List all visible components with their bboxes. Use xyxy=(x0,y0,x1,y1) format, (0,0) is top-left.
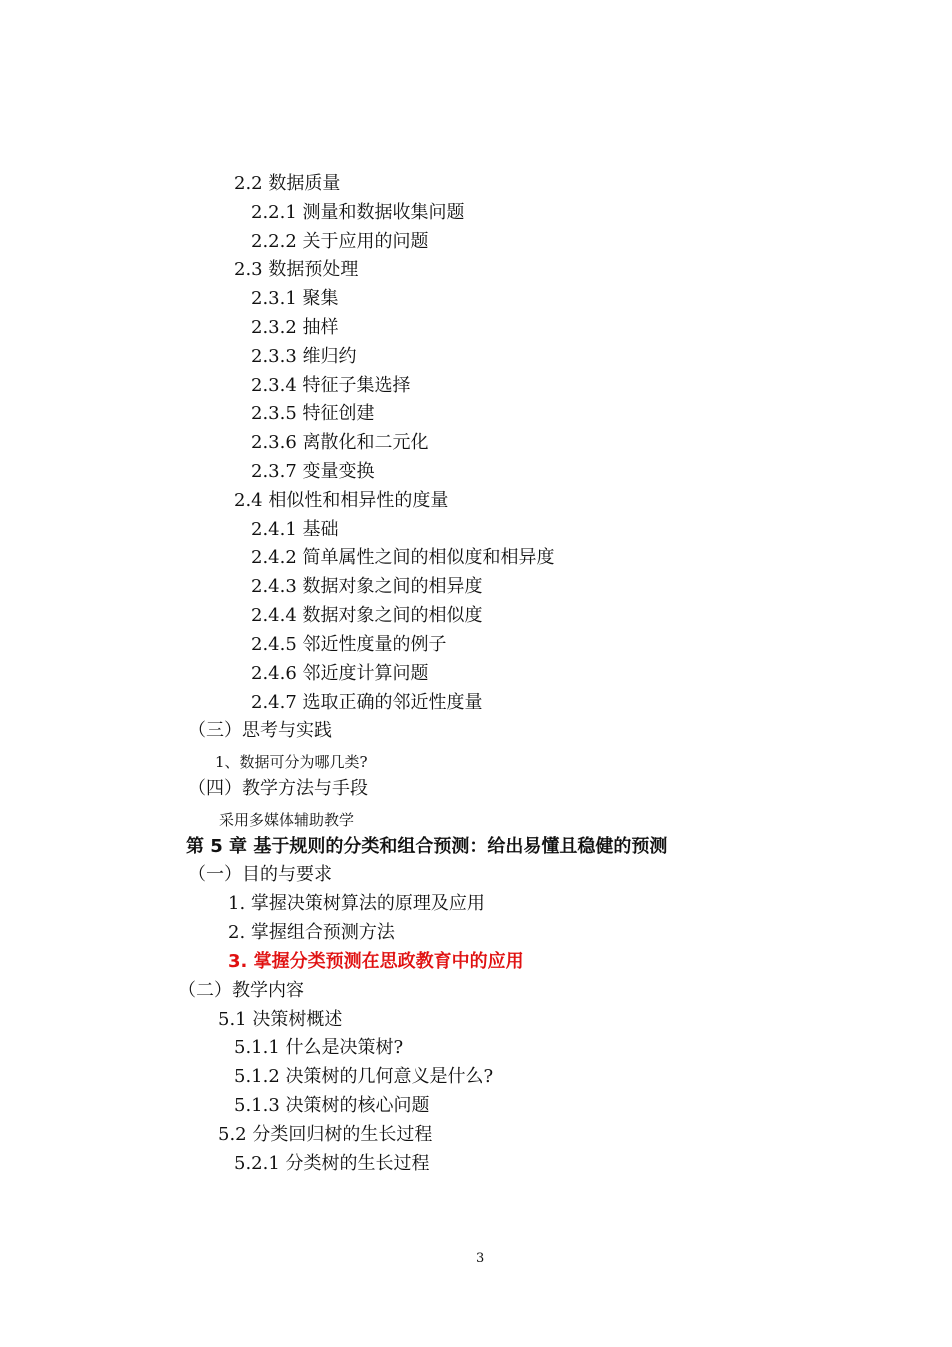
subsection-item: 2.3.4 特征子集选择 xyxy=(251,375,411,396)
page-number: 3 xyxy=(476,1251,485,1266)
subsection-item: 2.3.1 聚集 xyxy=(251,288,339,309)
subsection-item: 5.1.3 决策树的核心问题 xyxy=(234,1095,430,1116)
subsection-item: 2.4.6 邻近度计算问题 xyxy=(251,663,429,684)
chapter-title: 第 5 章 基于规则的分类和组合预测：给出易懂且稳健的预测 xyxy=(186,836,668,857)
part-heading: （二）教学内容 xyxy=(178,980,304,1001)
question-item: 1、数据可分为哪几类? xyxy=(215,753,368,771)
subsection-item: 2.4.4 数据对象之间的相似度 xyxy=(251,605,483,626)
requirement-item: 2. 掌握组合预测方法 xyxy=(228,922,395,943)
section-heading: 5.2 分类回归树的生长过程 xyxy=(218,1124,433,1145)
subsection-item: 5.1.1 什么是决策树? xyxy=(234,1037,404,1058)
part-heading: （一）目的与要求 xyxy=(188,864,332,885)
method-text: 采用多媒体辅助教学 xyxy=(219,811,355,829)
part-heading: （三）思考与实践 xyxy=(188,720,332,741)
requirement-item: 1. 掌握决策树算法的原理及应用 xyxy=(228,893,485,914)
subsection-item: 2.3.3 维归约 xyxy=(251,346,357,367)
subsection-item: 2.2.2 关于应用的问题 xyxy=(251,231,429,252)
section-heading: 2.3 数据预处理 xyxy=(234,259,359,280)
requirement-item-highlight: 3. 掌握分类预测在思政教育中的应用 xyxy=(228,951,524,972)
subsection-item: 2.4.2 简单属性之间的相似度和相异度 xyxy=(251,547,555,568)
section-heading: 2.4 相似性和相异性的度量 xyxy=(234,490,449,511)
section-heading: 5.1 决策树概述 xyxy=(218,1009,343,1030)
subsection-item: 2.3.5 特征创建 xyxy=(251,403,375,424)
subsection-item: 2.4.7 选取正确的邻近性度量 xyxy=(251,692,483,713)
subsection-item: 5.2.1 分类树的生长过程 xyxy=(234,1153,430,1174)
part-heading: （四）教学方法与手段 xyxy=(188,778,368,799)
subsection-item: 2.4.3 数据对象之间的相异度 xyxy=(251,576,483,597)
subsection-item: 2.3.2 抽样 xyxy=(251,317,339,338)
subsection-item: 5.1.2 决策树的几何意义是什么? xyxy=(234,1066,494,1087)
subsection-item: 2.2.1 测量和数据收集问题 xyxy=(251,202,465,223)
section-heading: 2.2 数据质量 xyxy=(234,173,341,194)
subsection-item: 2.4.5 邻近性度量的例子 xyxy=(251,634,447,655)
subsection-item: 2.3.6 离散化和二元化 xyxy=(251,432,429,453)
subsection-item: 2.3.7 变量变换 xyxy=(251,461,375,482)
subsection-item: 2.4.1 基础 xyxy=(251,519,339,540)
